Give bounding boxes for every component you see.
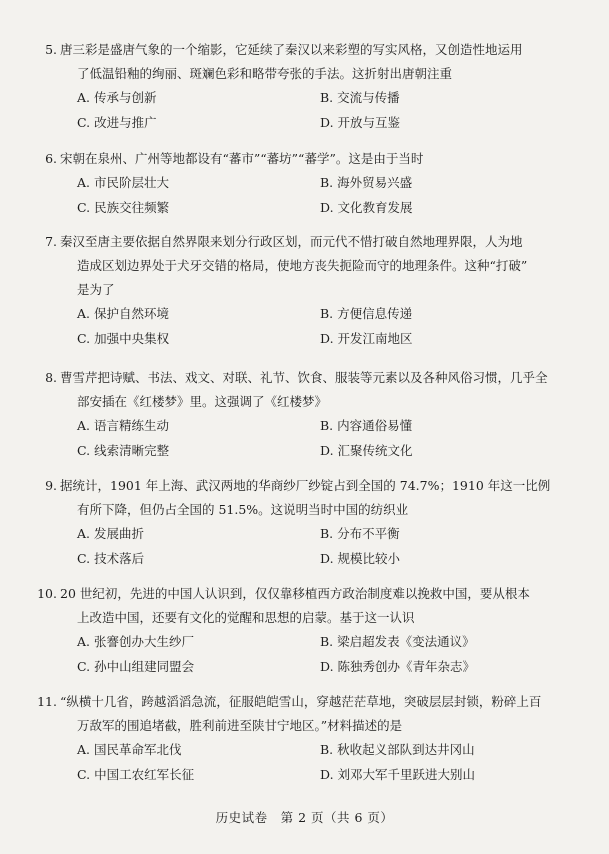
options-row [30, 738, 590, 763]
option-a: A. 市民阶层壮大 [77, 175, 169, 190]
option-a: A. 保护自然环境 [77, 306, 169, 321]
question-text: 唐三彩是盛唐气象的一个缩影，它延续了秦汉以来彩塑的写实风格，又创造性地运用 [60, 42, 523, 57]
question-number: 5. [45, 42, 57, 57]
question-number: 7. [45, 234, 57, 249]
option-a: A. 张謇创办大生纱厂 [77, 634, 194, 649]
option-a: A. 传承与创新 [77, 90, 157, 105]
question-text: 造成区划边界处于犬牙交错的格局，使地方丧失扼险而守的地理条件。这种“打破” [77, 258, 528, 273]
question-number: 8. [45, 370, 57, 385]
question-6 [30, 147, 590, 221]
option-d: D. 刘邓大军千里跃进大别山 [320, 767, 476, 782]
option-b: B. 海外贸易兴盛 [320, 175, 413, 190]
question-text: 有所下降，但仍占全国的 51.5%。这说明当时中国的纺织业 [77, 502, 409, 517]
option-c: C. 民族交往频繁 [77, 200, 170, 215]
options-row [30, 630, 590, 655]
option-b: B. 方便信息传递 [320, 306, 413, 321]
question-number: 10. [37, 586, 57, 601]
page-footer: 历史试卷 第 2 页（共 6 页） [215, 810, 394, 825]
option-d: D. 开发江南地区 [320, 331, 413, 346]
options-row [30, 655, 590, 680]
question-text: 宋朝在泉州、广州等地都设有“蕃市”“蕃坊”“蕃学”。这是由于当时 [60, 151, 424, 166]
option-c: C. 孙中山组建同盟会 [77, 659, 195, 674]
options-row [30, 196, 590, 221]
question-10 [30, 582, 590, 680]
options-row [30, 327, 590, 352]
question-8 [30, 366, 590, 464]
option-c: C. 改进与推广 [77, 115, 157, 130]
option-d: D. 开放与互鉴 [320, 115, 401, 130]
question-9 [30, 474, 590, 572]
question-text: 曹雪芹把诗赋、书法、戏文、对联、礼节、饮食、服装等元素以及各种风俗习惯，几乎全 [60, 370, 548, 385]
question-text: 20 世纪初，先进的中国人认识到，仅仅靠移植西方政治制度难以挽救中国，要从根本 [60, 586, 530, 601]
question-text: 了低温铅釉的绚丽、斑斓色彩和略带夸张的手法。这折射出唐朝注重 [77, 66, 453, 81]
option-d: D. 规模比较小 [320, 551, 401, 566]
option-a: A. 语言精练生动 [77, 418, 169, 433]
question-5 [30, 38, 590, 136]
question-text: “纵横十几省，跨越滔滔急流，征服皑皑雪山，穿越茫茫草地，突破层层封锁，粉碎上百 [60, 694, 542, 709]
question-text: 秦汉至唐主要依据自然界限来划分行政区划，而元代不惜打破自然地理界限，人为地 [60, 234, 523, 249]
question-number: 6. [45, 151, 57, 166]
options-row [30, 763, 590, 788]
question-11 [30, 690, 590, 788]
options-row [30, 547, 590, 572]
option-b: B. 秋收起义部队到达井冈山 [320, 742, 475, 757]
options-row [30, 414, 590, 439]
question-text: 据统计，1901 年上海、武汉两地的华商纱厂纱锭占到全国的 74.7%；1910 年这一比例 [60, 478, 551, 493]
options-row [30, 111, 590, 136]
option-c: C. 技术落后 [77, 551, 145, 566]
option-c: C. 线索清晰完整 [77, 443, 170, 458]
question-text: 部安插在《红楼梦》里。这强调了《红楼梦》 [77, 394, 328, 409]
option-d: D. 陈独秀创办《青年杂志》 [320, 659, 476, 674]
option-a: A. 国民革命军北伐 [77, 742, 182, 757]
option-a: A. 发展曲折 [77, 526, 144, 541]
option-c: C. 中国工农红军长征 [77, 767, 195, 782]
option-b: B. 交流与传播 [320, 90, 400, 105]
options-row [30, 302, 590, 327]
option-b: B. 内容通俗易懂 [320, 418, 413, 433]
options-row [30, 86, 590, 111]
options-row [30, 171, 590, 196]
question-text: 是为了 [77, 282, 115, 297]
question-number: 11. [37, 694, 57, 709]
option-d: D. 汇聚传统文化 [320, 443, 413, 458]
option-b: B. 梁启超发表《变法通议》 [320, 634, 475, 649]
option-b: B. 分布不平衡 [320, 526, 400, 541]
options-row [30, 439, 590, 464]
options-row [30, 522, 590, 547]
question-text: 上改造中国，还要有文化的觉醒和思想的启蒙。基于这一认识 [77, 610, 415, 625]
question-7 [30, 230, 590, 352]
question-number: 9. [45, 478, 57, 493]
question-text: 万敌军的围追堵截，胜利前进至陕甘宁地区。”材料描述的是 [77, 718, 403, 733]
option-d: D. 文化教育发展 [320, 200, 413, 215]
option-c: C. 加强中央集权 [77, 331, 170, 346]
